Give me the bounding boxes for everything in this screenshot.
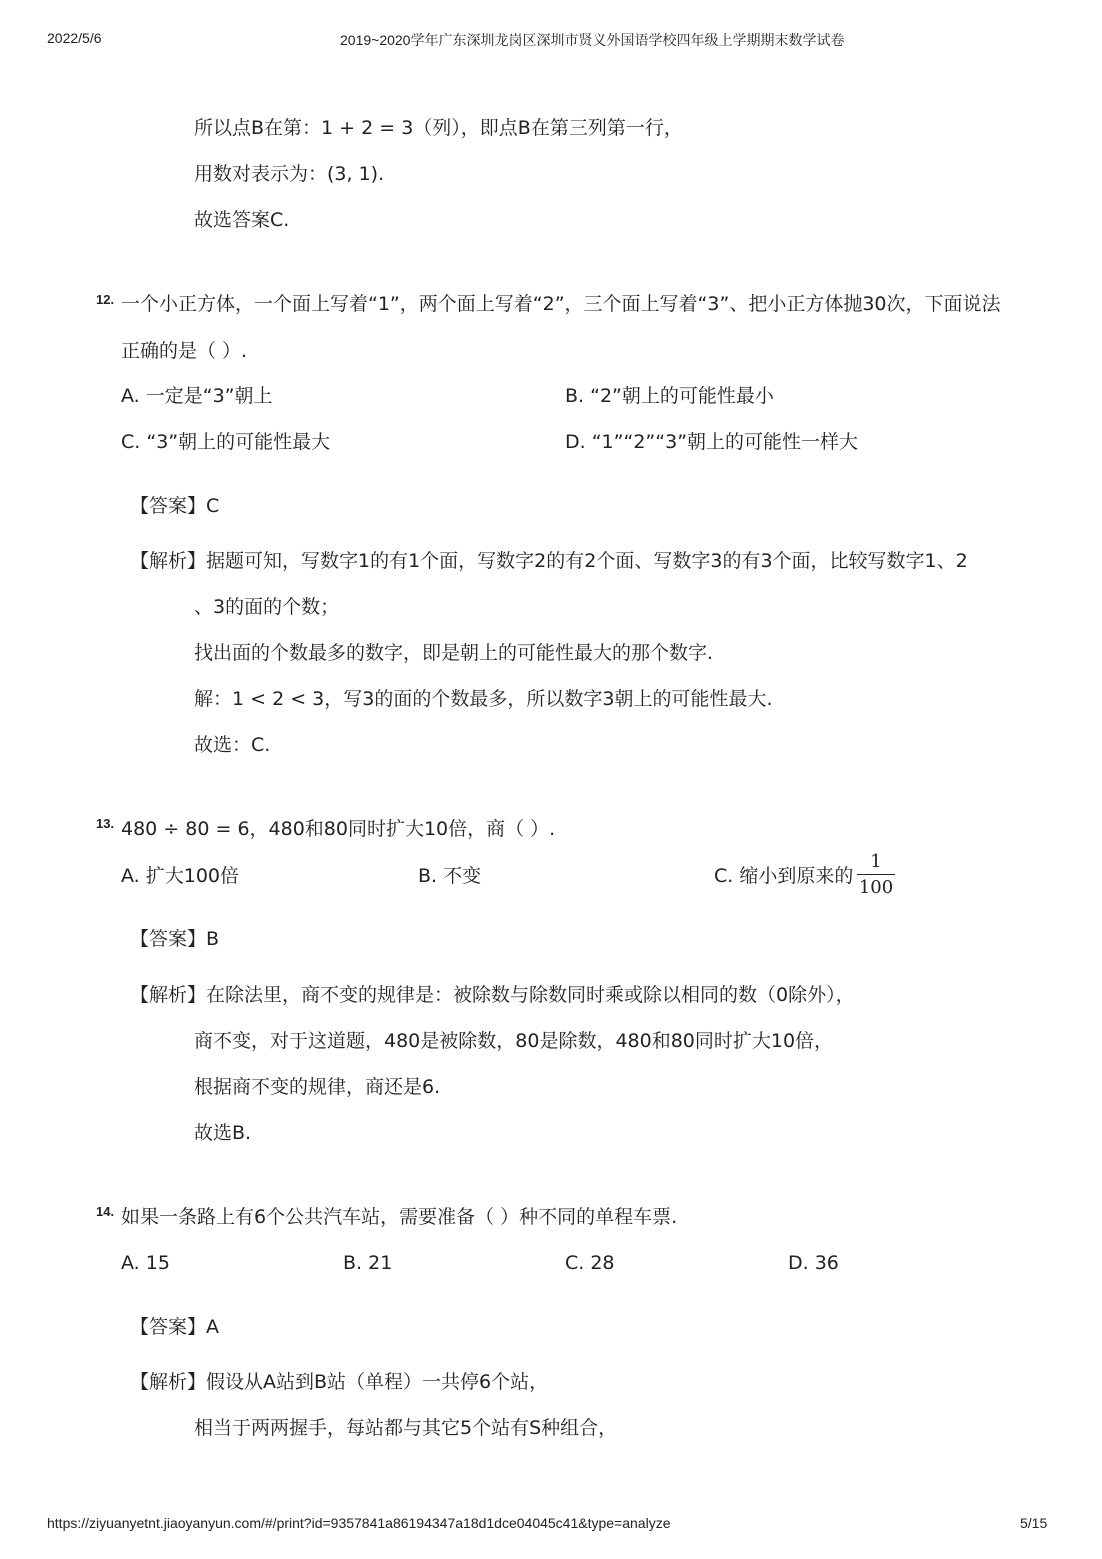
question-number: 13. — [96, 816, 115, 831]
analysis-line-1: 【解析】据题可知，写数字1的有1个面，写数字2的有2个面、写数字3的有3个面，比较写数字1、2 — [130, 550, 968, 572]
option-d: D. 36 — [788, 1252, 839, 1274]
option-a: A. 15 — [121, 1252, 170, 1274]
analysis-line-2: 商不变，对于这道题，480是被除数，80是除数，480和80同时扩大10倍， — [194, 1030, 834, 1052]
analysis-line-4: 故选B. — [194, 1122, 252, 1144]
prev-analysis-line-3: 故选答案C. — [194, 209, 290, 231]
analysis-line-2: 相当于两两握手，每站都与其它5个站有S种组合， — [194, 1417, 618, 1439]
answer: 【答案】A — [130, 1316, 219, 1338]
fraction-bar — [857, 874, 895, 875]
option-a: A. 扩大100倍 — [121, 865, 240, 887]
prev-analysis-line-1: 所以点B在第：1 + 2 = 3（列），即点B在第三列第一行， — [194, 117, 683, 139]
question-number: 14. — [96, 1204, 115, 1219]
fraction-numerator: 1 — [870, 851, 882, 872]
page-number: 5/15 — [1020, 1515, 1048, 1531]
option-c: C. 28 — [565, 1252, 615, 1274]
analysis-line-3: 找出面的个数最多的数字，即是朝上的可能性最大的那个数字. — [194, 642, 714, 664]
option-b: B. 21 — [343, 1252, 393, 1274]
analysis-line-4: 解：1 < 2 < 3，写3的面的个数最多，所以数字3朝上的可能性最大. — [194, 688, 773, 710]
analysis-line-2: 、3的面的个数； — [194, 596, 340, 618]
answer: 【答案】C — [130, 495, 220, 517]
analysis-line-1: 【解析】假设从A站到B站（单程）一共停6个站， — [130, 1371, 549, 1393]
option-d: D. “1”“2”“3”朝上的可能性一样大 — [565, 431, 859, 453]
prev-analysis-line-2: 用数对表示为：(3, 1). — [194, 163, 385, 185]
question-stem-line-2: 正确的是（ ）. — [121, 340, 248, 362]
option-c: C. “3”朝上的可能性最大 — [121, 431, 331, 453]
page-url: https://ziyuanyetnt.jiaoyanyun.com/#/print?id=9357841a86194347a18d1dce04045c41&type=analyze — [47, 1515, 671, 1531]
question-stem: 如果一条路上有6个公共汽车站，需要准备（ ）种不同的单程车票. — [121, 1206, 678, 1228]
analysis-line-5: 故选：C. — [194, 734, 271, 756]
fraction — [857, 851, 895, 898]
analysis-line-3: 根据商不变的规律，商还是6. — [194, 1076, 441, 1098]
document-title: 2019~2020学年广东深圳龙岗区深圳市贤义外国语学校四年级上学期期末数学试卷 — [340, 32, 845, 48]
question-stem-line-1: 一个小正方体，一个面上写着“1”，两个面上写着“2”，三个面上写着“3”、把小正方体抛30次，下面说法 — [121, 293, 1001, 315]
question-number: 12. — [96, 292, 115, 307]
option-c: C. 缩小到原来的 — [714, 865, 854, 887]
option-b: B. 不变 — [418, 865, 482, 887]
answer: 【答案】B — [130, 928, 220, 950]
analysis-line-1: 【解析】在除法里，商不变的规律是：被除数与除数同时乘或除以相同的数（0除外）， — [130, 984, 855, 1006]
print-date: 2022/5/6 — [47, 30, 102, 46]
option-b: B. “2”朝上的可能性最小 — [565, 385, 774, 407]
fraction-denominator: 100 — [858, 877, 894, 898]
question-stem: 480 ÷ 80 = 6，480和80同时扩大10倍，商（ ）. — [121, 818, 556, 840]
option-a: A. 一定是“3”朝上 — [121, 385, 273, 407]
